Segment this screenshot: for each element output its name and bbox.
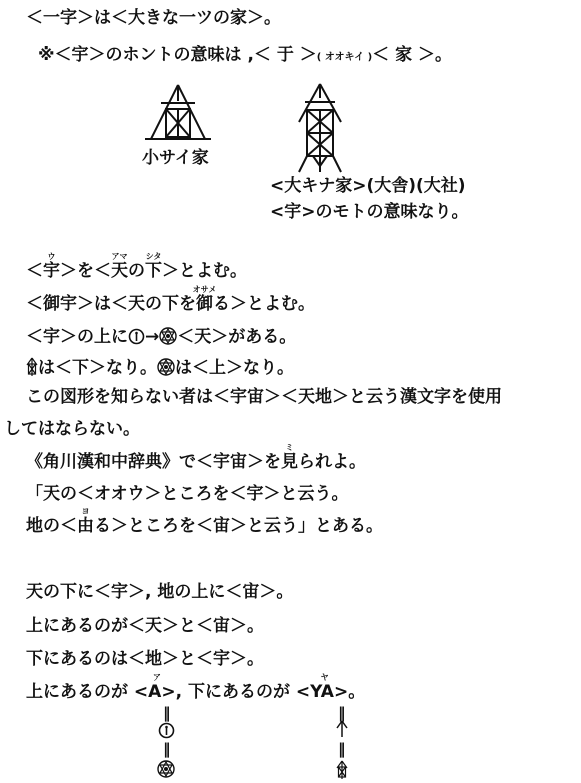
summary-line-1: 天の下に＜宇＞, 地の上に＜宙＞。 [26, 582, 294, 602]
hexagram-circle-symbol [157, 358, 175, 376]
ruby-text: ア [152, 673, 161, 682]
text-span: は＜上＞なり。 [175, 358, 294, 378]
small-house-caption: 小サイ家 [142, 148, 209, 168]
text-span: ＜天＞がある。 [177, 327, 297, 347]
ruby-mi [281, 443, 298, 472]
reading-line-5: この図形を知らない者は＜宇宙＞＜天地＞と云う漢文字を使用 [26, 387, 502, 407]
ruby-text: ヤ [320, 673, 329, 682]
heading-line: ＜一字＞は＜大きな一ツの家＞。 [26, 8, 281, 28]
ruby-osame [192, 285, 217, 314]
up-arrow-symbol [335, 720, 349, 738]
ruby-yo [77, 507, 94, 536]
text-span: の [128, 261, 145, 281]
summary-line-2: 上にあるのが＜天＞と＜宙＞。 [26, 616, 264, 636]
reading-line-4 [26, 357, 294, 377]
reading-line-3 [26, 327, 296, 346]
ruby-base: 御 [196, 294, 213, 314]
summary-line-4 [26, 673, 366, 702]
text-span: ＞を＜ [60, 261, 111, 281]
equals-sign: ‖ [338, 704, 346, 722]
ruby-base: 天 [111, 261, 128, 281]
large-house-caption-2: <宇>のモトの意味なり。 [270, 202, 469, 222]
ruby-ya [295, 673, 349, 702]
ruby-text: ウ [47, 252, 56, 261]
equals-sign: ‖ [163, 704, 171, 722]
text-span: ＜御宇＞は＜天の下を [26, 294, 196, 314]
ruby-text: アマ [111, 252, 128, 261]
large-house-glyph [295, 82, 345, 174]
ruby-a [133, 673, 176, 702]
text-span: ＞とよむ。 [162, 261, 247, 281]
circle-line-symbol [128, 328, 145, 345]
text-span: , 下にあるのが [175, 682, 296, 702]
equals-sign: ‖ [163, 740, 171, 758]
reading-line-9 [26, 507, 383, 536]
ruby-base: 見 [281, 452, 298, 472]
note-main: ※＜宇＞のホントの意味は ,＜ 于 ＞ [38, 45, 317, 65]
small-house-figure [143, 83, 213, 143]
reading-line-8: 「天の＜オオウ＞ところを＜宇＞と云う。 [26, 484, 349, 504]
ruby-text: シタ [145, 252, 162, 261]
ruby-text: オサメ [192, 285, 217, 294]
ruby-u [43, 252, 60, 281]
large-house-caption-1: <大キナ家>(大舎)(大社) [270, 176, 466, 196]
hexagram-circle-symbol [157, 760, 175, 778]
reading-line-2 [26, 285, 315, 314]
circle-line-symbol [158, 722, 175, 739]
arrow-icon: → [145, 327, 160, 347]
text-span: 《角川漢和中辞典》で＜宇宙＞を [26, 452, 281, 472]
summary-line-3: 下にあるのは＜地＞と＜宇＞。 [26, 649, 264, 669]
ruby-text: ミ [285, 443, 294, 452]
text-span: ＜ [26, 261, 43, 281]
ruby-base: 下 [145, 261, 162, 281]
note-reading: ( オオキイ ) [316, 52, 373, 63]
ruby-text: ヨ [81, 507, 90, 516]
reading-line-7 [26, 443, 366, 472]
house-small-symbol [26, 357, 38, 377]
ruby-base: 由 [77, 516, 94, 536]
text-span: 上にあるのが [26, 682, 134, 702]
ruby-ama [111, 252, 128, 281]
equals-sign: ‖ [338, 740, 346, 758]
reading-line-1 [26, 252, 247, 281]
reading-line-6: してはならない。 [4, 419, 140, 439]
ruby-shita [145, 252, 162, 281]
text-span: ＜宇＞の上に [26, 327, 128, 347]
hexagram-circle-symbol [159, 327, 177, 345]
ruby-base: <YA> [295, 682, 349, 702]
text-span: は＜下＞なり。 [38, 358, 157, 378]
ruby-base: <A> [133, 682, 176, 702]
note-line [38, 47, 452, 64]
house-small-symbol [336, 760, 348, 780]
ruby-base: 宇 [43, 261, 60, 281]
large-house-figure [295, 82, 345, 174]
text-span: 地の＜ [26, 516, 77, 536]
text-span: られよ。 [298, 452, 366, 472]
text-span: る＞とよむ。 [213, 294, 315, 314]
text-span: 。 [348, 682, 366, 702]
small-house-glyph [143, 83, 213, 143]
text-span: る＞ところを＜宙＞と云う」とある。 [94, 516, 383, 536]
note-end: ＜ 家 ＞。 [372, 45, 452, 65]
